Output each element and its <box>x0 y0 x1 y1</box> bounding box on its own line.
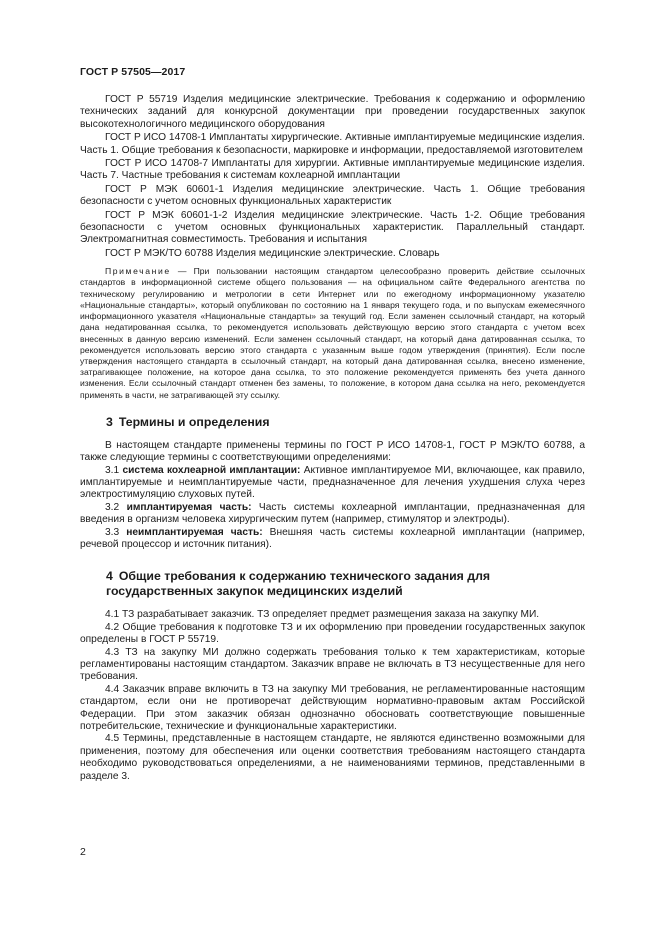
term-text: Внешняя часть системы кохлеарной имплантации (например, речевой процессор и источник питания). <box>80 526 586 550</box>
term-number: 3.1 <box>105 464 123 476</box>
reference-item: ГОСТ Р ИСО 14708-1 Имплантаты хирургические. Активные имплантируемые медицинские изделия. Часть 1. Общие требования к безопасности, маркировке и информации, предоставляемой изготовителем <box>80 132 585 156</box>
section-4-body <box>80 609 585 783</box>
section-4-paragraph: 4.5 Термины, представленные в настоящем стандарте, не являются единственно возможными для применения, поэтому для обеспечения или оценки соответствия требованиям настоящего стандарта необходимо руководствоваться определениями, а не наименованиями терминов, представленными в разделе 3. <box>80 733 585 782</box>
reference-item: ГОСТ Р МЭК/ТО 60788 Изделия медицинские электрические. Словарь <box>105 247 440 259</box>
term-number: 3.3 <box>105 526 127 538</box>
section-4-title-line1: Общие требования к содержанию технического задания для <box>118 569 491 584</box>
section-4-paragraph: 4.1 ТЗ разрабатывает заказчик. ТЗ определяет предмет размещения заказа на закупку МИ. <box>105 609 540 621</box>
section-3-heading <box>80 415 585 430</box>
note-paragraph <box>80 266 585 400</box>
reference-item: ГОСТ Р 55719 Изделия медицинские электрические. Требования к содержанию и оформлению технических заданий для конкурсной документации при проведении государственных закупок высокотехнологичного медицинского оборудования <box>80 94 585 130</box>
section-4-paragraph: 4.4 Заказчик вправе включить в ТЗ на закупку МИ требования, не регламентированные настоящим стандартом, если они не противоречат действующим нормативно-правовым актам Российской Федерации. При этом заказчик обязан однозначно обосновать соответствующие повышенные потребительские, технические и функциональные характеристики. <box>80 683 585 733</box>
section-4-paragraph: 4.2 Общие требования к подготовке ТЗ и их оформлению при проведении государственных закупок определены в ГОСТ Р 55719. <box>80 621 585 646</box>
term-definition <box>80 527 585 552</box>
section-3-number: 3 <box>106 414 113 429</box>
note-text: — При пользовании настоящим стандартом целесообразно проверить действие ссылочных стандартов в информационной системе общего пользования — на официальном сайте Федерального агентства по техническому регулированию и метрологии в сети Интернет или по ежегодному информационному указателю «Национальные стандарты», который опубликован по состоянию на 1 января текущего года, и по выпускам ежемесячного информационного указателя «Национальные стандарты» за текущий год. Если заменен ссылочный стандарт, на который дана недатированная ссылка, то рекомендуется использовать действующую версию этого стандарта с учетом всех внесенных в данную версию изменений. Если заменен ссылочный стандарт, на который дана датированная ссылка, то рекомендуется использовать версию этого стандарта с указанным выше годом утверждения (принятия). Если после утверждения настоящего стандарта в ссылочный стандарт, на который дана датированная ссылка, внесено изменение, затрагивающее положение, на которое дана ссылка, то это положение рекомендуется применять без учета данного изменения. Если ссылочный стандарт отменен без замены, то положение, в котором дана ссылка на него, рекомендуется применять в части, не затрагивающей эту ссылку. <box>80 266 585 400</box>
term-name: система кохлеарной имплантации: <box>122 464 301 476</box>
term-name: неимплантируемая часть: <box>126 526 263 538</box>
document-header: ГОСТ Р 57505—2017 <box>80 66 186 78</box>
normative-references <box>80 94 585 260</box>
note-lead: Примечание <box>105 266 171 277</box>
term-number: 3.2 <box>105 501 127 513</box>
term-name: имплантируемая часть: <box>126 501 252 513</box>
section-4-number: 4 <box>106 569 113 584</box>
section-3-intro: В настоящем стандарте применены термины по ГОСТ Р ИСО 14708-1, ГОСТ Р МЭК/ТО 60788, а также следующие термины с соответствующими определениями: <box>80 439 585 464</box>
section-3-title: Термины и определения <box>118 414 270 429</box>
section-4-heading <box>80 569 585 599</box>
section-3-body <box>80 440 585 552</box>
section-4-paragraph: 4.3 ТЗ на закупку МИ должно содержать требования только к тем характеристикам, которые регламентированы настоящим стандартом. Заказчик вправе не включать в ТЗ несущественные для него требования. <box>80 646 585 683</box>
term-definition <box>80 502 585 527</box>
section-4-title-line2: государственных закупок медицинских изделий <box>106 584 403 599</box>
page-number: 2 <box>80 846 86 858</box>
reference-item: ГОСТ Р ИСО 14708-7 Имплантаты для хирургии. Активные имплантируемые медицинские изделия. Часть 7. Частные требования к системам кохлеарной имплантации <box>80 158 585 182</box>
reference-item: ГОСТ Р МЭК 60601-1-2 Изделия медицинские электрические. Часть 1-2. Общие требования безопасности с учетом основных функциональных характеристик. Параллельный стандарт. Электромагнитная совместимость. Требования и испытания <box>80 209 585 246</box>
page-content <box>80 94 585 783</box>
term-text: Часть системы кохлеарной имплантации, предназначенная для введения в организм человека хирургическим путем (например, стимулятор и электроды). <box>80 501 585 526</box>
reference-item: ГОСТ Р МЭК 60601-1 Изделия медицинские электрические. Часть 1. Общие требования безопасности с учетом основных функциональных характеристик <box>80 183 585 208</box>
term-text: Активное имплантируемое МИ, включающее, как правило, имплантируемые и неимплантируемые части, предназначенное для лечения ухудшения слуха через электростимуляцию слуховых путей. <box>80 464 585 501</box>
term-definition <box>80 465 585 502</box>
